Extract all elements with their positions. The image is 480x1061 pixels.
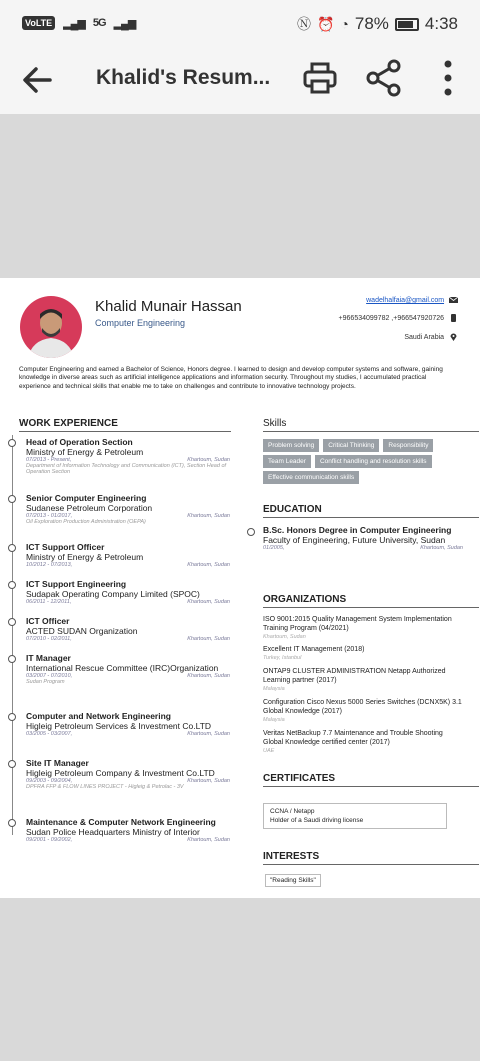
skills-list <box>263 439 473 484</box>
interests-heading: INTERESTS <box>263 851 479 865</box>
battery-icon <box>395 18 419 31</box>
contact-email[interactable] <box>366 296 458 304</box>
timeline-dot <box>8 655 16 663</box>
timeline-dot <box>247 528 255 536</box>
job-title: Head of Operation Section <box>26 437 133 447</box>
job-dates <box>26 562 230 568</box>
education-heading: EDUCATION <box>263 504 479 518</box>
school-name: Faculty of Engineering, Future University, Sudan <box>263 535 446 545</box>
location-pin-icon <box>449 333 458 341</box>
job-place: Khartoum, Sudan <box>187 457 230 463</box>
job-title: ICT Officer <box>26 616 70 626</box>
job-title: Computer and Network Engineering <box>26 711 171 721</box>
timeline-dot <box>8 439 16 447</box>
job-note: DPFRA FFP & FLOW LINES PROJECT - Higleig & Petrolac - 3V <box>26 784 184 790</box>
job-date: 03/2007 - 07/2010, <box>26 673 73 679</box>
job-entry <box>8 542 230 568</box>
candidate-title: Computer Engineering <box>95 318 186 328</box>
job-company: Ministry of Energy & Petroleum <box>26 552 144 562</box>
organization-place: Malaysia <box>263 685 285 692</box>
job-company: Sudan Police Headquarters Ministry of Interior <box>26 827 200 837</box>
job-entry <box>8 437 230 475</box>
nfc-icon: Ⓝ <box>296 16 311 32</box>
app-toolbar <box>0 48 480 114</box>
job-dates <box>26 731 230 737</box>
work-experience-heading: WORK EXPERIENCE <box>19 418 231 432</box>
job-dates <box>26 837 230 843</box>
education-dates <box>263 545 463 551</box>
job-date: 07/2013 - 01/2017, <box>26 513 73 519</box>
interest-tag: "Reading Skills" <box>265 874 321 887</box>
organization-title: Excellent IT Management (2018) <box>263 646 365 653</box>
phone-icon <box>449 314 458 322</box>
organization-item <box>263 730 463 754</box>
job-place: Khartoum, Sudan <box>187 731 230 737</box>
job-entry <box>8 493 230 525</box>
candidate-name: Khalid Munair Hassan <box>95 298 242 315</box>
job-date: 09/2001 - 09/2002, <box>26 837 73 843</box>
job-note: Sudan Program <box>26 679 65 685</box>
job-place: Khartoum, Sudan <box>187 837 230 843</box>
education-entry <box>247 525 463 551</box>
organization-item <box>263 616 463 640</box>
job-date: 07/2013 - Present, <box>26 457 72 463</box>
print-icon[interactable] <box>302 60 338 96</box>
job-title: Senior Computer Engineering <box>26 493 147 503</box>
organization-item <box>263 668 463 692</box>
organization-title: Configuration Cisco Nexus 5000 Series Switches (DCNX5K) 3.1 Global Knowledge (2017) <box>263 699 462 715</box>
document-title: Khalid's Resum... <box>96 66 271 89</box>
timeline-dot <box>8 760 16 768</box>
email-link[interactable]: wadelhalfaia@gmail.com <box>366 296 445 304</box>
job-place: Khartoum, Sudan <box>187 513 230 519</box>
job-entry <box>8 616 230 642</box>
job-dates <box>26 599 230 605</box>
job-company: ACTED SUDAN Organization <box>26 626 138 636</box>
contact-location <box>404 333 458 341</box>
certificates-box <box>263 803 447 829</box>
job-title: ICT Support Engineering <box>26 579 127 589</box>
organization-place: Malaysia <box>263 716 285 723</box>
status-bar <box>0 0 480 48</box>
education-date: 01/2005, <box>263 545 285 551</box>
volte-badge: VoLTE <box>22 16 55 30</box>
job-title: ICT Support Officer <box>26 542 105 552</box>
more-options-icon[interactable] <box>438 58 458 98</box>
contact-phone <box>339 314 458 322</box>
timeline-dot <box>8 713 16 721</box>
skill-tag: Team Leader <box>263 455 311 468</box>
organization-place: UAE <box>263 747 275 754</box>
battery-percent: 78% <box>354 14 389 33</box>
signal-5g-label: 5G <box>92 17 106 29</box>
organization-item <box>263 699 463 723</box>
job-place: Khartoum, Sudan <box>187 562 230 568</box>
job-place: Khartoum, Sudan <box>187 673 230 679</box>
back-arrow-icon[interactable] <box>18 60 58 100</box>
organizations-heading: ORGANIZATIONS <box>263 594 479 608</box>
degree-title: B.Sc. Honors Degree in Computer Engineering <box>263 525 452 535</box>
job-note: Department of Information Technology and Communication (ICT), Section Head of Operation Section <box>26 463 227 475</box>
skill-tag: Problem solving <box>263 439 319 452</box>
job-date: 07/2010 - 02/2011, <box>26 636 72 642</box>
timeline-dot <box>8 581 16 589</box>
clock: 4:38 <box>424 14 458 33</box>
job-note: Oil Exploration Production Administration (OEPA) <box>26 519 146 525</box>
job-company: Higleig Petroleum Company & Investment Co.LTD <box>26 768 215 778</box>
skills-heading: Skills <box>263 418 479 432</box>
skill-tag: Effective communication skills <box>263 471 359 484</box>
timeline-dot <box>8 618 16 626</box>
job-entry <box>8 579 230 605</box>
job-place: Khartoum, Sudan <box>187 778 230 784</box>
job-title: Maintenance & Computer Network Engineering <box>26 817 216 827</box>
job-entry <box>8 817 230 843</box>
location-text: Saudi Arabia <box>404 333 445 341</box>
organization-place: Turkey, Istanbul <box>263 654 302 661</box>
certificate-line: CCNA / Netapp <box>270 808 315 815</box>
job-date: 10/2012 - 07/2013, <box>26 562 73 568</box>
job-date: 09/2003 - 09/2004, <box>26 778 73 784</box>
resume-page[interactable] <box>0 278 480 898</box>
profile-photo <box>20 296 82 358</box>
job-entry <box>8 711 230 737</box>
skill-tag: Responsibility <box>383 439 433 452</box>
job-place: Khartoum, Sudan <box>187 599 230 605</box>
skill-tag: Conflict handling and resolution skills <box>315 455 432 468</box>
share-icon[interactable] <box>366 58 402 98</box>
organization-title: ONTAP9 CLUSTER ADMINISTRATION Netapp Authorized Learning partner (2017) <box>263 668 446 684</box>
signal-icon: ▂▄▆ <box>63 17 85 30</box>
organization-item <box>263 646 463 661</box>
speed-icon: ◔ <box>340 16 349 32</box>
timeline-dot <box>8 819 16 827</box>
job-date: 06/2011 - 12/2011, <box>26 599 72 605</box>
job-place: Khartoum, Sudan <box>187 636 230 642</box>
phone-text: +966534099782 ,+966547920726 <box>338 314 445 322</box>
job-entry <box>8 653 230 685</box>
job-company: Higleig Petroleum Services & Investment Co.LTD <box>26 721 212 731</box>
alarm-icon: ⏰ <box>316 15 335 32</box>
job-company: Sudapak Operating Company Limited (SPOC) <box>26 589 200 599</box>
job-title: Site IT Manager <box>26 758 89 768</box>
organization-title: Veritas NetBackup 7.7 Maintenance and Trouble Shooting Global Knowledge certified center (2017) <box>263 730 443 746</box>
organization-title: ISO 9001:2015 Quality Management System Implementation Training Program (04/2021) <box>263 616 452 632</box>
organization-place: Khartoum, Sudan <box>263 633 306 640</box>
job-company: Sudanese Petroleum Corporation <box>26 503 153 513</box>
job-company: Ministry of Energy & Petroleum <box>26 447 144 457</box>
job-entry <box>8 758 230 790</box>
job-dates <box>26 636 230 642</box>
profile-summary: Computer Engineering and earned a Bachelor of Science, Honors degree. I learned to design and develop computer systems and software, gaining knowledge in diverse areas such as artificial intelligence applications and information security. Throughout my studies, I accumulated practical experience and technical skills that enable me to take on challenges and contribute to innovative technology projects. <box>19 366 443 390</box>
job-company: International Rescue Committee (IRC)Organization <box>26 663 219 673</box>
envelope-icon <box>449 296 458 304</box>
job-title: IT Manager <box>26 653 71 663</box>
job-date: 03/2005 - 03/2007, <box>26 731 73 737</box>
skill-tag: Critical Thinking <box>323 439 379 452</box>
timeline-dot <box>8 495 16 503</box>
certificate-line: Holder of a Saudi driving license <box>270 817 364 825</box>
certificates-heading: CERTIFICATES <box>263 773 479 787</box>
signal-icon-2: ▂▄▆ <box>113 17 136 30</box>
education-place: Khartoum, Sudan <box>420 545 463 551</box>
timeline-dot <box>8 544 16 552</box>
